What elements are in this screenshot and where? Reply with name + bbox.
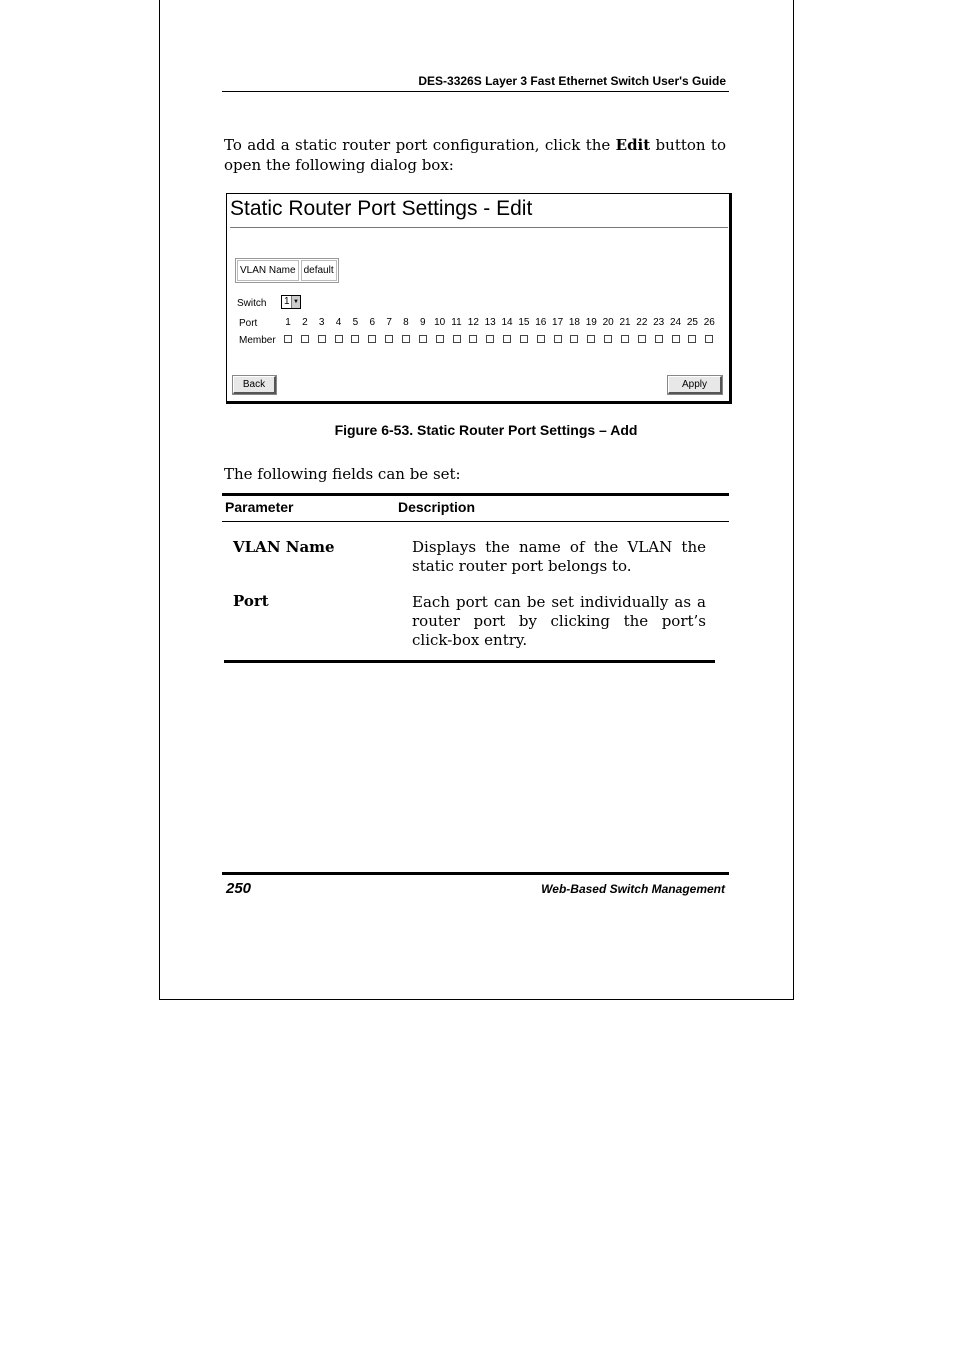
port-member-checkbox[interactable]: [436, 335, 444, 343]
table-header-rule: [222, 521, 729, 522]
port-member-checkbox[interactable]: [301, 335, 309, 343]
edit-keyword: Edit: [615, 136, 651, 154]
port-member-checkbox[interactable]: [688, 335, 696, 343]
table-row-parameter: VLAN Name: [233, 538, 335, 556]
switch-label: Switch: [237, 298, 267, 309]
port-number-label: 24: [669, 317, 682, 328]
port-member-checkbox[interactable]: [705, 335, 713, 343]
intro-paragraph: To add a static router port configuration, click the Edit button to open the following dialog box:: [224, 136, 726, 174]
port-member-checkbox[interactable]: [351, 335, 359, 343]
port-member-checkbox[interactable]: [621, 335, 629, 343]
table-row-description: Each port can be set individually as a router port by clicking the port’s click-box entry.: [412, 593, 706, 649]
port-number-label: 17: [552, 317, 564, 328]
switch-select[interactable]: [281, 295, 301, 309]
table-header-parameter: Parameter: [225, 499, 294, 515]
port-number-label: 10: [434, 317, 446, 328]
footer-title: Web-Based Switch Management: [541, 882, 725, 896]
port-number-label: 13: [484, 317, 496, 328]
port-label: Port: [239, 318, 258, 329]
port-member-checkbox[interactable]: [486, 335, 494, 343]
port-number-label: 22: [636, 317, 648, 328]
back-button[interactable]: Back: [233, 376, 276, 394]
dialog-screenshot: [226, 193, 732, 404]
port-member-checkbox[interactable]: [503, 335, 511, 343]
port-number-label: 14: [501, 317, 513, 328]
port-number-label: 3: [318, 317, 325, 328]
header-title: DES-3326S Layer 3 Fast Ethernet Switch User's Guide: [418, 74, 726, 88]
port-member-checkbox[interactable]: [520, 335, 528, 343]
member-label: Member: [239, 335, 276, 346]
port-number-label: 4: [335, 317, 342, 328]
dialog-title: Static Router Port Settings - Edit: [230, 197, 533, 220]
header-rule: [222, 91, 729, 92]
port-member-checkbox[interactable]: [537, 335, 545, 343]
port-number-label: 2: [302, 317, 308, 328]
port-number-label: 9: [420, 317, 426, 328]
vlan-name-table: [235, 258, 339, 283]
port-number-label: 12: [467, 317, 479, 328]
port-number-label: 23: [653, 317, 665, 328]
switch-select-value: 1: [284, 296, 290, 307]
vlan-name-value: default: [301, 260, 337, 281]
port-number-label: 25: [686, 317, 698, 328]
port-member-checkbox[interactable]: [587, 335, 595, 343]
port-number-label: 15: [518, 317, 530, 328]
chevron-down-icon: ▼: [291, 296, 300, 308]
port-member-checkbox[interactable]: [453, 335, 461, 343]
port-number-label: 26: [703, 317, 715, 328]
port-number-label: 6: [369, 317, 376, 328]
port-number-label: 18: [568, 317, 580, 328]
port-number-label: 20: [602, 317, 614, 328]
port-member-checkbox[interactable]: [672, 335, 680, 343]
port-member-checkbox[interactable]: [335, 335, 343, 343]
table-header-description: Description: [398, 499, 476, 515]
port-number-label: 7: [386, 317, 392, 328]
port-number-label: 16: [535, 317, 547, 328]
table-row-parameter: Port: [233, 592, 269, 610]
port-member-checkbox[interactable]: [570, 335, 578, 343]
port-number-label: 1: [285, 317, 291, 328]
port-member-checkbox[interactable]: [368, 335, 376, 343]
port-number-label: 8: [403, 317, 409, 328]
port-member-checkbox[interactable]: [604, 335, 612, 343]
port-number-label: 5: [352, 317, 359, 328]
port-member-checkbox[interactable]: [655, 335, 663, 343]
page-number: 250: [226, 880, 252, 897]
port-member-checkbox[interactable]: [318, 335, 326, 343]
port-member-checkbox[interactable]: [402, 335, 410, 343]
figure-caption: Figure 6-53. Static Router Port Settings – Add: [334, 422, 638, 438]
port-member-checkbox[interactable]: [638, 335, 646, 343]
port-number-label: 21: [619, 317, 631, 328]
fields-intro: The following fields can be set:: [224, 465, 461, 483]
port-member-checkbox[interactable]: [284, 335, 292, 343]
port-member-checkbox[interactable]: [469, 335, 477, 343]
port-member-checkbox[interactable]: [554, 335, 562, 343]
port-number-label: 11: [451, 317, 462, 328]
table-top-rule: [222, 493, 729, 496]
dialog-title-rule: [230, 227, 728, 228]
table-row-description: Displays the name of the VLAN the static router port belongs to.: [412, 538, 706, 575]
vlan-name-label: VLAN Name: [237, 260, 299, 281]
apply-button[interactable]: Apply: [668, 376, 722, 394]
port-member-checkbox[interactable]: [385, 335, 393, 343]
table-bottom-rule: [224, 660, 715, 663]
port-member-checkbox[interactable]: [419, 335, 427, 343]
port-number-label: 19: [585, 317, 597, 328]
footer-rule: [222, 872, 729, 875]
